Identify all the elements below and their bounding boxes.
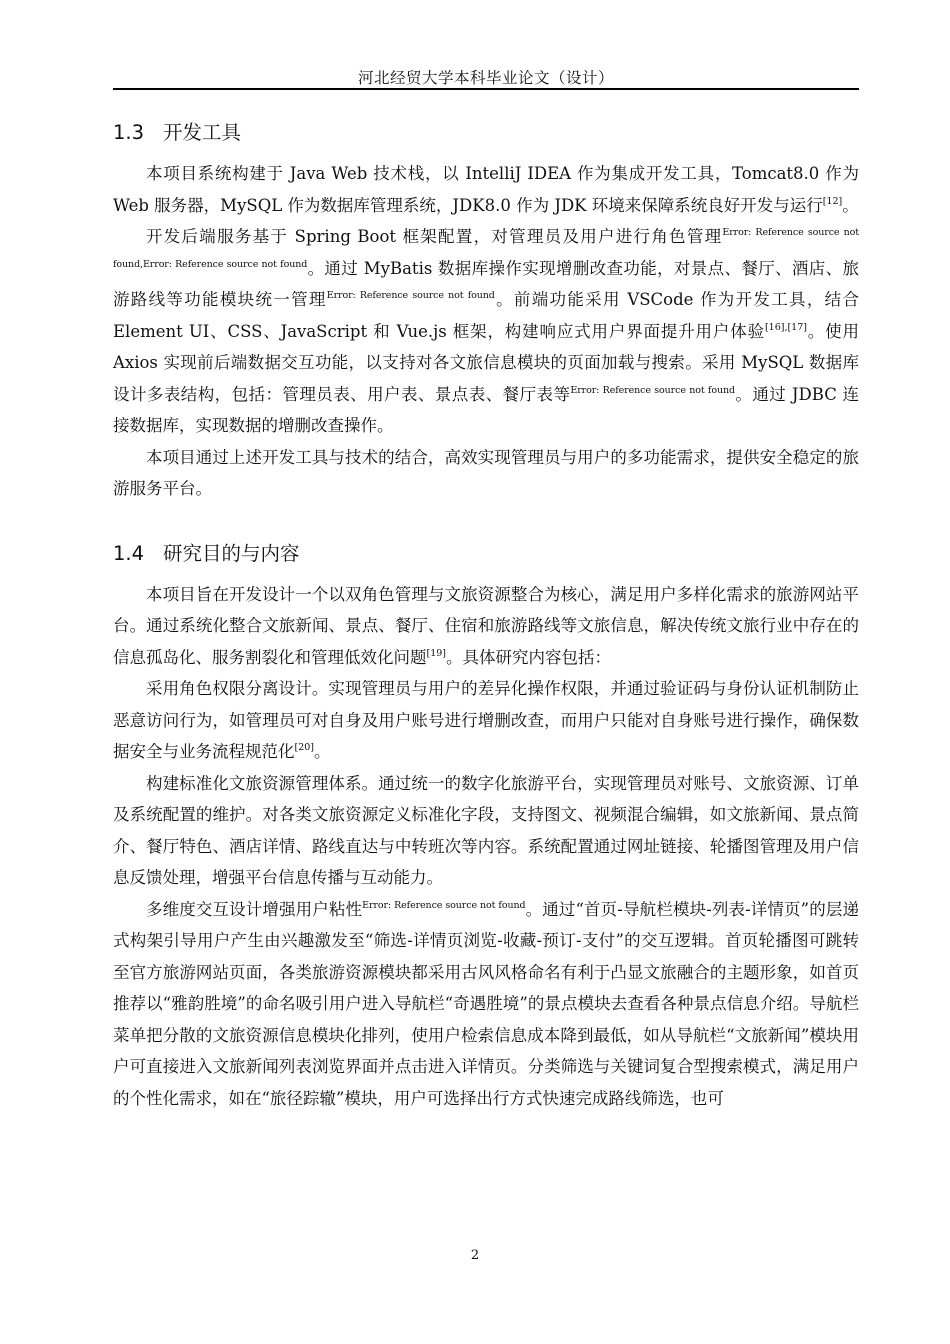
- reference-error: Error: Reference source not found,Error: Reference source not found: [113, 227, 859, 270]
- page-body: [113, 112, 859, 1114]
- citation: [12]: [822, 195, 843, 207]
- paragraph-text: 。: [314, 742, 331, 761]
- paragraph-text: 开发后端服务基于 Spring Boot 框架配置，对管理员及用户进行角色管理: [146, 227, 723, 246]
- paragraph-text: 。: [842, 195, 859, 215]
- paragraph: [113, 894, 859, 1115]
- paragraph-text: 本项目旨在开发设计一个以双角色管理与文旅资源整合为核心，满足用户多样化需求的旅游网站平台。通过系统化整合文旅新闻、景点、餐厅、住宿和旅游路线等文旅信息，解决传统文旅行业中存在的信息孤岛化、服务割裂化和管理低效化问题: [113, 584, 859, 667]
- paragraph: [113, 158, 859, 221]
- reference-error: Error: Reference source not found: [570, 384, 735, 396]
- section-number: 1.4: [113, 541, 145, 565]
- section-title: 研究目的与内容: [163, 541, 300, 565]
- section-heading-1-4: [113, 539, 859, 569]
- page-number: 2: [470, 1248, 480, 1263]
- header-divider: [113, 88, 859, 90]
- paragraph-text: 。使用 Axios 实现前后端数据交互功能，以支持对各文旅信息模块的页面加载与搜索。采用 MySQL 数据库设计多表结构，包括：管理员表、用户表、景点表、餐厅表等: [113, 321, 859, 404]
- paragraph-text: 。前端功能采用 VSCode 作为开发工具，结合 Element UI、CSS、JavaScript 和 Vue.js 框架，构建响应式用户界面提升用户体验: [113, 290, 859, 341]
- paragraph-text: 。通过 MyBatis 数据库操作实现增删改查功能，对景点、餐厅、酒店、旅游路线等功能模块统一管理: [113, 258, 860, 309]
- paragraph-text: 多维度交互设计增强用户粘性: [146, 899, 363, 919]
- citation: [20]: [294, 742, 315, 753]
- reference-error: Error: Reference source not found: [326, 290, 495, 301]
- paragraph: [113, 442, 859, 505]
- reference-error: Error: Reference source not found: [362, 899, 526, 911]
- citation: [19]: [426, 647, 447, 659]
- paragraph-text: 本项目通过上述开发工具与技术的结合，高效实现管理员与用户的多功能需求，提供安全稳定的旅游服务平台。: [113, 447, 859, 498]
- paragraph-text: 构建标准化文旅资源管理体系。通过统一的数字化旅游平台，实现管理员对账号、文旅资源、订单及系统配置的维护。对各类文旅资源定义标准化字段，支持图文、视频混合编辑，如文旅新闻、景点简介、餐厅特色、酒店详情、路线直达与中转班次等内容。系统配置通过网址链接、轮播图管理及用户信息反馈处理，增强平台信息传播与互动能力。: [113, 773, 859, 887]
- citation: [16],[17]: [764, 321, 807, 333]
- paragraph: [113, 579, 859, 674]
- paragraph: [113, 673, 859, 768]
- section-heading-1-3: [113, 118, 859, 148]
- paragraph-text: 。具体研究内容包括：: [446, 647, 612, 667]
- paragraph: [113, 768, 859, 894]
- section-number: 1.3: [113, 121, 145, 144]
- paragraph-text: 本项目系统构建于 Java Web 技术栈，以 IntelliJ IDEA 作为集成开发工具，Tomcat8.0 作为 Web 服务器，MySQL 作为数据库管理系统，JDK8.0 作为 JDK 环境来保障系统良好开发与运行: [113, 164, 859, 215]
- running-header: 河北经贸大学本科毕业论文（设计）: [357, 69, 614, 87]
- section-title: 开发工具: [163, 121, 242, 144]
- paragraph-text: 。通过“首页-导航栏模块-列表-详情页”的层递式构架引导用户产生由兴趣激发至“筛选-详情页浏览-收藏-预订-支付”的交互逻辑。首页轮播图可跳转至官方旅游网站页面，各类旅游资源模块都采用古风风格命名有利于凸显文旅融合的主题形象，如首页推荐以“雅韵胜境”的命名吸引用户进入导航栏“奇遇胜境”的景点模块去查看各种景点信息介绍。导航栏菜单把分散的文旅资源信息模块化排列，使用户检索信息成本降到最低，如从导航栏“文旅新闻”模块用户可直接进入文旅新闻列表浏览界面并点击进入详情页。分类筛选与关键词复合型搜索模式，满足用户的个性化需求，如在“旅径踪辙”模块，用户可选择出行方式快速完成路线筛选，也可: [113, 899, 859, 1108]
- paragraph-text: 采用角色权限分离设计。实现管理员与用户的差异化操作权限，并通过验证码与身份认证机制防止恶意访问行为，如管理员可对自身及用户账号进行增删改查，而用户只能对自身账号进行操作，确保数据安全与业务流程规范化: [113, 679, 859, 761]
- paragraph-text: 。通过 JDBC 连接数据库，实现数据的增删改查操作。: [113, 384, 860, 435]
- paragraph: [113, 221, 859, 442]
